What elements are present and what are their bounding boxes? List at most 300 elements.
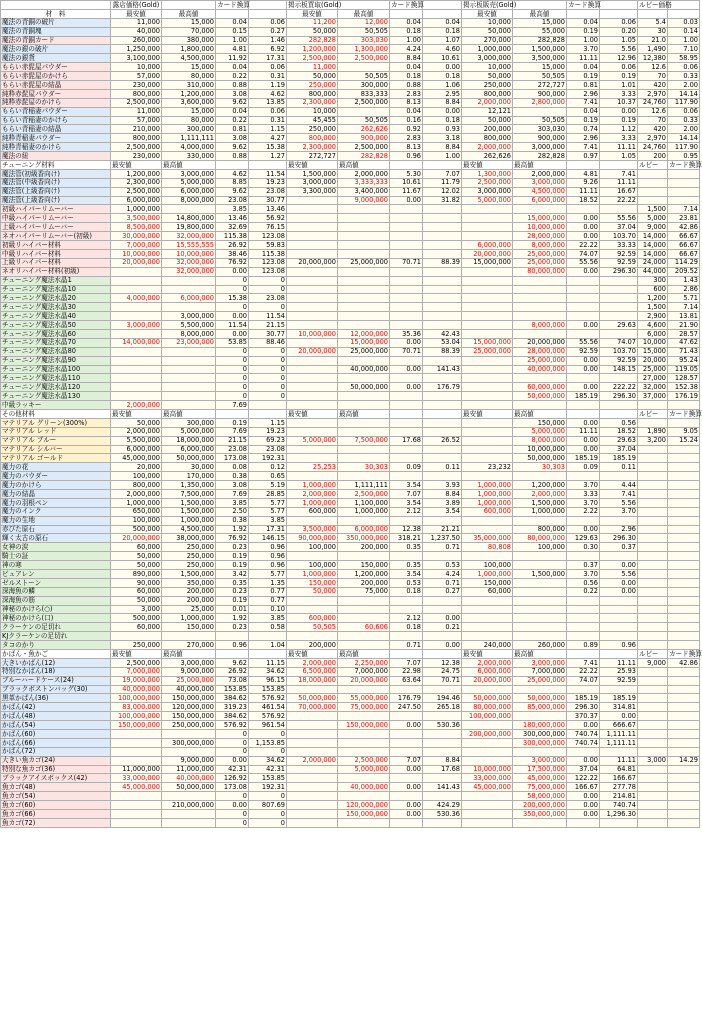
value-cell[interactable]: 7.41 xyxy=(567,143,600,152)
value-cell[interactable]: 2,000,000 xyxy=(462,98,513,107)
value-cell[interactable] xyxy=(338,747,390,756)
value-cell[interactable]: 0.04 xyxy=(390,63,423,72)
value-cell[interactable]: 17.31 xyxy=(249,54,287,63)
value-cell[interactable]: 1,800,000 xyxy=(162,45,216,54)
value-cell[interactable] xyxy=(668,463,700,472)
value-cell[interactable] xyxy=(423,605,462,614)
value-cell[interactable]: 2.00 xyxy=(668,81,700,90)
value-cell[interactable]: 2,000,000 xyxy=(513,169,567,178)
value-cell[interactable] xyxy=(390,712,423,721)
value-cell[interactable]: 150,000 xyxy=(162,623,216,632)
value-cell[interactable]: 0 xyxy=(249,365,287,374)
value-cell[interactable] xyxy=(390,516,423,525)
value-cell[interactable] xyxy=(111,285,162,294)
value-cell[interactable] xyxy=(638,196,668,205)
value-cell[interactable]: 0.00 xyxy=(600,587,638,596)
value-cell[interactable]: 3.70 xyxy=(567,481,600,490)
value-cell[interactable]: 170,000 xyxy=(162,472,216,481)
value-cell[interactable] xyxy=(162,365,216,374)
value-cell[interactable]: 4.81 xyxy=(216,45,249,54)
header-cell[interactable] xyxy=(600,1,638,10)
value-cell[interactable]: 0.35 xyxy=(216,578,249,587)
value-cell[interactable] xyxy=(567,614,600,623)
value-cell[interactable] xyxy=(287,552,338,561)
value-cell[interactable]: 3.08 xyxy=(216,481,249,490)
value-cell[interactable]: 282,828 xyxy=(287,36,338,45)
header-cell[interactable]: カード換算 xyxy=(568,0,601,9)
value-cell[interactable]: 2.86 xyxy=(668,285,700,294)
value-cell[interactable] xyxy=(567,596,600,605)
value-cell[interactable]: 18,000,000 xyxy=(287,676,338,685)
value-cell[interactable]: 303,030 xyxy=(338,36,390,45)
value-cell[interactable]: 1,000,000 xyxy=(111,498,162,507)
value-cell[interactable]: 12.38 xyxy=(423,658,462,667)
value-cell[interactable]: 42.86 xyxy=(668,223,700,232)
value-cell[interactable]: 70 xyxy=(638,72,668,81)
value-cell[interactable]: 148.15 xyxy=(600,365,638,374)
value-cell[interactable]: 9,000 xyxy=(638,658,668,667)
value-cell[interactable]: 2,000,000 xyxy=(338,169,390,178)
value-cell[interactable]: 8,000,000 xyxy=(513,436,567,445)
value-cell[interactable]: 55,000 xyxy=(513,27,567,36)
value-cell[interactable]: 30,303 xyxy=(338,463,390,472)
value-cell[interactable] xyxy=(638,587,668,596)
value-cell[interactable]: 11.15 xyxy=(249,658,287,667)
value-cell[interactable]: 8.84 xyxy=(423,143,462,152)
value-cell[interactable]: 14.29 xyxy=(668,756,700,765)
value-cell[interactable]: 85,000,000 xyxy=(513,703,567,712)
value-cell[interactable] xyxy=(287,516,338,525)
value-cell[interactable]: 最安値 xyxy=(462,161,513,170)
value-cell[interactable]: 50,505 xyxy=(338,72,390,81)
value-cell[interactable] xyxy=(638,810,668,819)
value-cell[interactable]: 6,500,000 xyxy=(287,667,338,676)
value-cell[interactable]: 1,200,000 xyxy=(513,481,567,490)
value-cell[interactable] xyxy=(287,196,338,205)
value-cell[interactable]: 3,000,000 xyxy=(162,312,216,321)
value-cell[interactable]: 176.19 xyxy=(668,392,700,401)
value-cell[interactable]: 32,000 xyxy=(638,383,668,392)
value-cell[interactable]: 2,500,000 xyxy=(338,756,390,765)
value-cell[interactable] xyxy=(638,178,668,187)
value-cell[interactable]: 14.14 xyxy=(668,89,700,98)
value-cell[interactable]: 0.21 xyxy=(423,623,462,632)
value-cell[interactable]: 150,000 xyxy=(462,578,513,587)
value-cell[interactable]: 11,200 xyxy=(287,18,338,27)
item-name-cell[interactable]: 大きい魚カゴ(24) xyxy=(1,756,111,765)
value-cell[interactable] xyxy=(600,623,638,632)
value-cell[interactable]: 90,000 xyxy=(111,578,162,587)
value-cell[interactable] xyxy=(638,169,668,178)
value-cell[interactable] xyxy=(111,329,162,338)
value-cell[interactable]: 0 xyxy=(216,818,249,827)
item-name-cell[interactable]: 魔力の花 xyxy=(1,463,111,472)
value-cell[interactable] xyxy=(287,818,338,827)
value-cell[interactable] xyxy=(513,605,567,614)
value-cell[interactable]: 0.97 xyxy=(567,152,600,161)
item-name-cell[interactable]: 魔法の青銅の破片 xyxy=(1,18,111,27)
value-cell[interactable] xyxy=(423,418,462,427)
value-cell[interactable] xyxy=(600,747,638,756)
value-cell[interactable] xyxy=(162,276,216,285)
value-cell[interactable]: 1.19 xyxy=(249,81,287,90)
value-cell[interactable] xyxy=(287,383,338,392)
value-cell[interactable] xyxy=(423,596,462,605)
value-cell[interactable]: 120,000,000 xyxy=(338,801,390,810)
value-cell[interactable]: 1.15 xyxy=(249,418,287,427)
value-cell[interactable]: 最安値 xyxy=(111,161,162,170)
value-cell[interactable]: 最高値 xyxy=(162,409,216,418)
value-cell[interactable]: 5.77 xyxy=(249,570,287,579)
value-cell[interactable]: 7.07 xyxy=(390,658,423,667)
value-cell[interactable]: 3.70 xyxy=(567,498,600,507)
value-cell[interactable]: 2,000,000 xyxy=(287,658,338,667)
value-cell[interactable]: 2.12 xyxy=(390,507,423,516)
value-cell[interactable] xyxy=(287,685,338,694)
value-cell[interactable] xyxy=(111,312,162,321)
value-cell[interactable]: 1,111,111 xyxy=(162,134,216,143)
value-cell[interactable] xyxy=(423,303,462,312)
value-cell[interactable]: 0 xyxy=(216,747,249,756)
value-cell[interactable]: 2,500,000 xyxy=(462,178,513,187)
item-name-cell[interactable]: 魔法の青銅カード xyxy=(1,36,111,45)
value-cell[interactable]: 1.06 xyxy=(423,81,462,90)
value-cell[interactable]: 2.96 xyxy=(567,89,600,98)
value-cell[interactable] xyxy=(111,383,162,392)
value-cell[interactable]: 0.00 xyxy=(567,418,600,427)
value-cell[interactable]: 192.31 xyxy=(249,783,287,792)
value-cell[interactable]: 500,000 xyxy=(111,525,162,534)
header-cell[interactable] xyxy=(600,9,638,18)
value-cell[interactable]: 80,808 xyxy=(462,543,513,552)
item-name-cell[interactable]: チューニング材料 xyxy=(1,161,111,170)
value-cell[interactable]: 3,000,000 xyxy=(162,169,216,178)
header-cell[interactable] xyxy=(513,1,567,10)
value-cell[interactable]: 117.90 xyxy=(668,98,700,107)
value-cell[interactable]: 0.00 xyxy=(567,792,600,801)
item-name-cell[interactable]: チューニング魔法水晶30 xyxy=(1,303,111,312)
value-cell[interactable]: 1,350,000 xyxy=(162,481,216,490)
value-cell[interactable] xyxy=(287,294,338,303)
value-cell[interactable]: 10,000 xyxy=(462,18,513,27)
value-cell[interactable]: 0.19 xyxy=(216,552,249,561)
value-cell[interactable] xyxy=(423,738,462,747)
value-cell[interactable]: 50,000 xyxy=(111,418,162,427)
value-cell[interactable] xyxy=(390,223,423,232)
value-cell[interactable]: 1,490 xyxy=(638,45,668,54)
value-cell[interactable]: 350,000 xyxy=(162,578,216,587)
value-cell[interactable]: 12.38 xyxy=(390,525,423,534)
value-cell[interactable]: 800,000 xyxy=(287,89,338,98)
value-cell[interactable]: 247.50 xyxy=(390,703,423,712)
value-cell[interactable]: 2.00 xyxy=(668,125,700,134)
value-cell[interactable] xyxy=(423,161,462,170)
value-cell[interactable]: 173.08 xyxy=(216,783,249,792)
value-cell[interactable] xyxy=(600,614,638,623)
value-cell[interactable]: 176.79 xyxy=(423,383,462,392)
value-cell[interactable]: 47.62 xyxy=(668,338,700,347)
value-cell[interactable]: 3,000 xyxy=(111,605,162,614)
value-cell[interactable]: 25,000,000 xyxy=(338,347,390,356)
item-name-cell[interactable]: 魔力の羽根ペン xyxy=(1,498,111,507)
value-cell[interactable] xyxy=(338,312,390,321)
value-cell[interactable]: 3,500,000 xyxy=(513,54,567,63)
value-cell[interactable]: 最高値 xyxy=(338,161,390,170)
value-cell[interactable]: 70 xyxy=(638,116,668,125)
header-cell[interactable]: 露店価格(Gold) xyxy=(111,1,162,10)
value-cell[interactable] xyxy=(638,534,668,543)
value-cell[interactable]: 150,000,000 xyxy=(111,721,162,730)
value-cell[interactable]: 8,000,000 xyxy=(513,321,567,330)
value-cell[interactable]: 最高値 xyxy=(162,161,216,170)
value-cell[interactable]: 0.31 xyxy=(249,116,287,125)
value-cell[interactable]: 31.82 xyxy=(423,196,462,205)
value-cell[interactable]: 12.02 xyxy=(423,187,462,196)
value-cell[interactable]: 23.08 xyxy=(216,445,249,454)
value-cell[interactable] xyxy=(462,356,513,365)
value-cell[interactable]: 10.61 xyxy=(390,178,423,187)
value-cell[interactable]: 50,000,000 xyxy=(338,383,390,392)
value-cell[interactable]: 3,600,000 xyxy=(162,98,216,107)
value-cell[interactable] xyxy=(513,294,567,303)
value-cell[interactable] xyxy=(287,312,338,321)
value-cell[interactable]: 3,300,000 xyxy=(287,187,338,196)
value-cell[interactable] xyxy=(513,285,567,294)
item-name-cell[interactable]: 魔法管(上級香向け) xyxy=(1,187,111,196)
value-cell[interactable]: 0 xyxy=(216,810,249,819)
header-cell[interactable]: 最安値 xyxy=(111,9,162,18)
value-cell[interactable] xyxy=(338,241,390,250)
value-cell[interactable]: 1,000,000 xyxy=(338,507,390,516)
value-cell[interactable] xyxy=(462,223,513,232)
value-cell[interactable]: 25,000,000 xyxy=(462,347,513,356)
value-cell[interactable]: 5.77 xyxy=(249,498,287,507)
value-cell[interactable]: 19.23 xyxy=(249,427,287,436)
value-cell[interactable]: 0.00 xyxy=(567,383,600,392)
value-cell[interactable]: 0.96 xyxy=(216,641,249,650)
value-cell[interactable]: 74.07 xyxy=(600,338,638,347)
item-name-cell[interactable]: 大きいかばん(12) xyxy=(1,658,111,667)
value-cell[interactable] xyxy=(287,401,338,410)
value-cell[interactable]: 25,000,000 xyxy=(513,356,567,365)
value-cell[interactable] xyxy=(600,401,638,410)
value-cell[interactable]: ルビー xyxy=(638,409,668,418)
value-cell[interactable] xyxy=(162,810,216,819)
value-cell[interactable] xyxy=(668,570,700,579)
value-cell[interactable] xyxy=(338,249,390,258)
value-cell[interactable] xyxy=(338,267,390,276)
value-cell[interactable]: 8.13 xyxy=(390,143,423,152)
value-cell[interactable] xyxy=(462,232,513,241)
value-cell[interactable]: 80,000,000 xyxy=(462,703,513,712)
value-cell[interactable]: 11.11 xyxy=(567,427,600,436)
value-cell[interactable] xyxy=(390,267,423,276)
value-cell[interactable]: 150,000 xyxy=(338,561,390,570)
item-name-cell[interactable]: タコのかり xyxy=(1,641,111,650)
value-cell[interactable]: 25,000,000 xyxy=(513,676,567,685)
value-cell[interactable]: 2.22 xyxy=(567,507,600,516)
value-cell[interactable] xyxy=(668,694,700,703)
value-cell[interactable] xyxy=(423,214,462,223)
value-cell[interactable] xyxy=(638,792,668,801)
value-cell[interactable]: 7.69 xyxy=(216,489,249,498)
header-cell[interactable]: 最高値 xyxy=(338,9,390,18)
item-name-cell[interactable]: かばん(66) xyxy=(1,738,111,747)
value-cell[interactable]: 66.67 xyxy=(668,241,700,250)
value-cell[interactable] xyxy=(638,516,668,525)
value-cell[interactable]: 0.00 xyxy=(600,107,638,116)
value-cell[interactable]: 2,300,000 xyxy=(111,178,162,187)
value-cell[interactable]: 128.57 xyxy=(668,374,700,383)
value-cell[interactable] xyxy=(668,792,700,801)
value-cell[interactable]: 3,000,000 xyxy=(462,54,513,63)
value-cell[interactable]: 3.18 xyxy=(423,134,462,143)
value-cell[interactable]: 50,000 xyxy=(287,72,338,81)
value-cell[interactable]: 0.00 xyxy=(600,712,638,721)
value-cell[interactable] xyxy=(462,685,513,694)
value-cell[interactable]: 25,000,000 xyxy=(338,258,390,267)
value-cell[interactable]: 50,505 xyxy=(338,116,390,125)
value-cell[interactable] xyxy=(287,747,338,756)
value-cell[interactable]: 0.18 xyxy=(390,27,423,36)
value-cell[interactable]: 50,000 xyxy=(287,587,338,596)
value-cell[interactable]: 282,828 xyxy=(513,152,567,161)
value-cell[interactable] xyxy=(668,712,700,721)
item-name-cell[interactable]: マテリアル グリーン(300%) xyxy=(1,418,111,427)
item-name-cell[interactable]: クラーケンの足切れ xyxy=(1,623,111,632)
value-cell[interactable] xyxy=(462,792,513,801)
value-cell[interactable] xyxy=(390,205,423,214)
value-cell[interactable] xyxy=(513,552,567,561)
value-cell[interactable]: 7.14 xyxy=(668,303,700,312)
value-cell[interactable]: 0.33 xyxy=(668,116,700,125)
value-cell[interactable] xyxy=(668,605,700,614)
value-cell[interactable]: 8.85 xyxy=(216,178,249,187)
item-name-cell[interactable]: 女神の涙 xyxy=(1,543,111,552)
value-cell[interactable]: 5,000,000 xyxy=(513,427,567,436)
value-cell[interactable] xyxy=(287,365,338,374)
item-name-cell[interactable]: 神秘のかけら(口) xyxy=(1,614,111,623)
value-cell[interactable]: 11.11 xyxy=(567,187,600,196)
item-name-cell[interactable]: 魔力のパウダー xyxy=(1,472,111,481)
value-cell[interactable]: 890,000 xyxy=(111,570,162,579)
value-cell[interactable]: 1,500,000 xyxy=(162,498,216,507)
value-cell[interactable]: 0.00 xyxy=(423,107,462,116)
value-cell[interactable]: 0 xyxy=(249,383,287,392)
header-cell[interactable] xyxy=(567,9,600,18)
value-cell[interactable]: 25,000 xyxy=(638,365,668,374)
value-cell[interactable]: 29.63 xyxy=(600,436,638,445)
value-cell[interactable] xyxy=(600,285,638,294)
value-cell[interactable]: 0.18 xyxy=(423,72,462,81)
value-cell[interactable]: 14,000,000 xyxy=(111,338,162,347)
value-cell[interactable]: 80,000,000 xyxy=(513,534,567,543)
value-cell[interactable]: 1,000,000 xyxy=(462,489,513,498)
value-cell[interactable]: 800,000 xyxy=(287,134,338,143)
value-cell[interactable] xyxy=(638,641,668,650)
value-cell[interactable]: 1,000,000 xyxy=(462,570,513,579)
value-cell[interactable] xyxy=(513,401,567,410)
value-cell[interactable]: 8,000,000 xyxy=(162,196,216,205)
value-cell[interactable]: 44,000 xyxy=(638,267,668,276)
value-cell[interactable] xyxy=(638,747,668,756)
value-cell[interactable]: 最高値 xyxy=(338,409,390,418)
value-cell[interactable] xyxy=(423,321,462,330)
value-cell[interactable]: 7.41 xyxy=(567,98,600,107)
value-cell[interactable]: 20,000,000 xyxy=(111,534,162,543)
value-cell[interactable] xyxy=(638,454,668,463)
value-cell[interactable]: 272,727 xyxy=(287,152,338,161)
value-cell[interactable]: 14.14 xyxy=(668,134,700,143)
value-cell[interactable]: 3,200 xyxy=(638,436,668,445)
value-cell[interactable]: 0 xyxy=(216,365,249,374)
value-cell[interactable]: 4.24 xyxy=(390,45,423,54)
value-cell[interactable] xyxy=(600,818,638,827)
value-cell[interactable] xyxy=(338,285,390,294)
value-cell[interactable] xyxy=(513,578,567,587)
value-cell[interactable]: 5.4 xyxy=(638,18,668,27)
value-cell[interactable]: 73.08 xyxy=(216,676,249,685)
value-cell[interactable] xyxy=(287,241,338,250)
value-cell[interactable]: 1,000,000 xyxy=(287,498,338,507)
value-cell[interactable]: 250,000 xyxy=(287,81,338,90)
value-cell[interactable]: 270,000 xyxy=(462,36,513,45)
value-cell[interactable]: 9.62 xyxy=(216,98,249,107)
value-cell[interactable]: 1,000,000 xyxy=(513,507,567,516)
value-cell[interactable]: 21.21 xyxy=(423,525,462,534)
value-cell[interactable]: 3.89 xyxy=(423,498,462,507)
value-cell[interactable]: 0.00 xyxy=(567,223,600,232)
value-cell[interactable]: 0.12 xyxy=(249,463,287,472)
value-cell[interactable]: 318.21 xyxy=(390,534,423,543)
value-cell[interactable]: 350,000,000 xyxy=(513,810,567,819)
item-name-cell[interactable]: 初級ハイパーリムーバー xyxy=(1,205,111,214)
value-cell[interactable] xyxy=(338,303,390,312)
value-cell[interactable] xyxy=(111,392,162,401)
value-cell[interactable]: 0.00 xyxy=(567,525,600,534)
value-cell[interactable]: 37,000 xyxy=(638,392,668,401)
value-cell[interactable]: 3.93 xyxy=(423,481,462,490)
value-cell[interactable] xyxy=(462,756,513,765)
value-cell[interactable]: 5,000,000 xyxy=(287,436,338,445)
item-name-cell[interactable]: 深海魚の筋 xyxy=(1,596,111,605)
value-cell[interactable]: 0.96 xyxy=(390,152,423,161)
value-cell[interactable]: 10,000 xyxy=(638,338,668,347)
value-cell[interactable]: 42.43 xyxy=(423,329,462,338)
value-cell[interactable]: 0.00 xyxy=(567,232,600,241)
value-cell[interactable]: 28.57 xyxy=(668,329,700,338)
value-cell[interactable]: 461.54 xyxy=(249,703,287,712)
value-cell[interactable]: 10,000,000 xyxy=(513,223,567,232)
value-cell[interactable]: 1,300,000 xyxy=(462,169,513,178)
value-cell[interactable] xyxy=(462,801,513,810)
value-cell[interactable] xyxy=(338,774,390,783)
value-cell[interactable]: 8.84 xyxy=(390,54,423,63)
value-cell[interactable]: 0.16 xyxy=(390,116,423,125)
value-cell[interactable]: 11,000,000 xyxy=(111,765,162,774)
value-cell[interactable]: 1,000,000 xyxy=(462,481,513,490)
value-cell[interactable]: 11,000 xyxy=(111,18,162,27)
value-cell[interactable]: 115.38 xyxy=(216,232,249,241)
value-cell[interactable] xyxy=(423,392,462,401)
value-cell[interactable] xyxy=(390,445,423,454)
value-cell[interactable] xyxy=(567,374,600,383)
value-cell[interactable]: 最高値 xyxy=(513,161,567,170)
value-cell[interactable] xyxy=(111,756,162,765)
value-cell[interactable]: 11.11 xyxy=(567,54,600,63)
value-cell[interactable] xyxy=(567,329,600,338)
item-name-cell[interactable]: ゼルストーン xyxy=(1,578,111,587)
